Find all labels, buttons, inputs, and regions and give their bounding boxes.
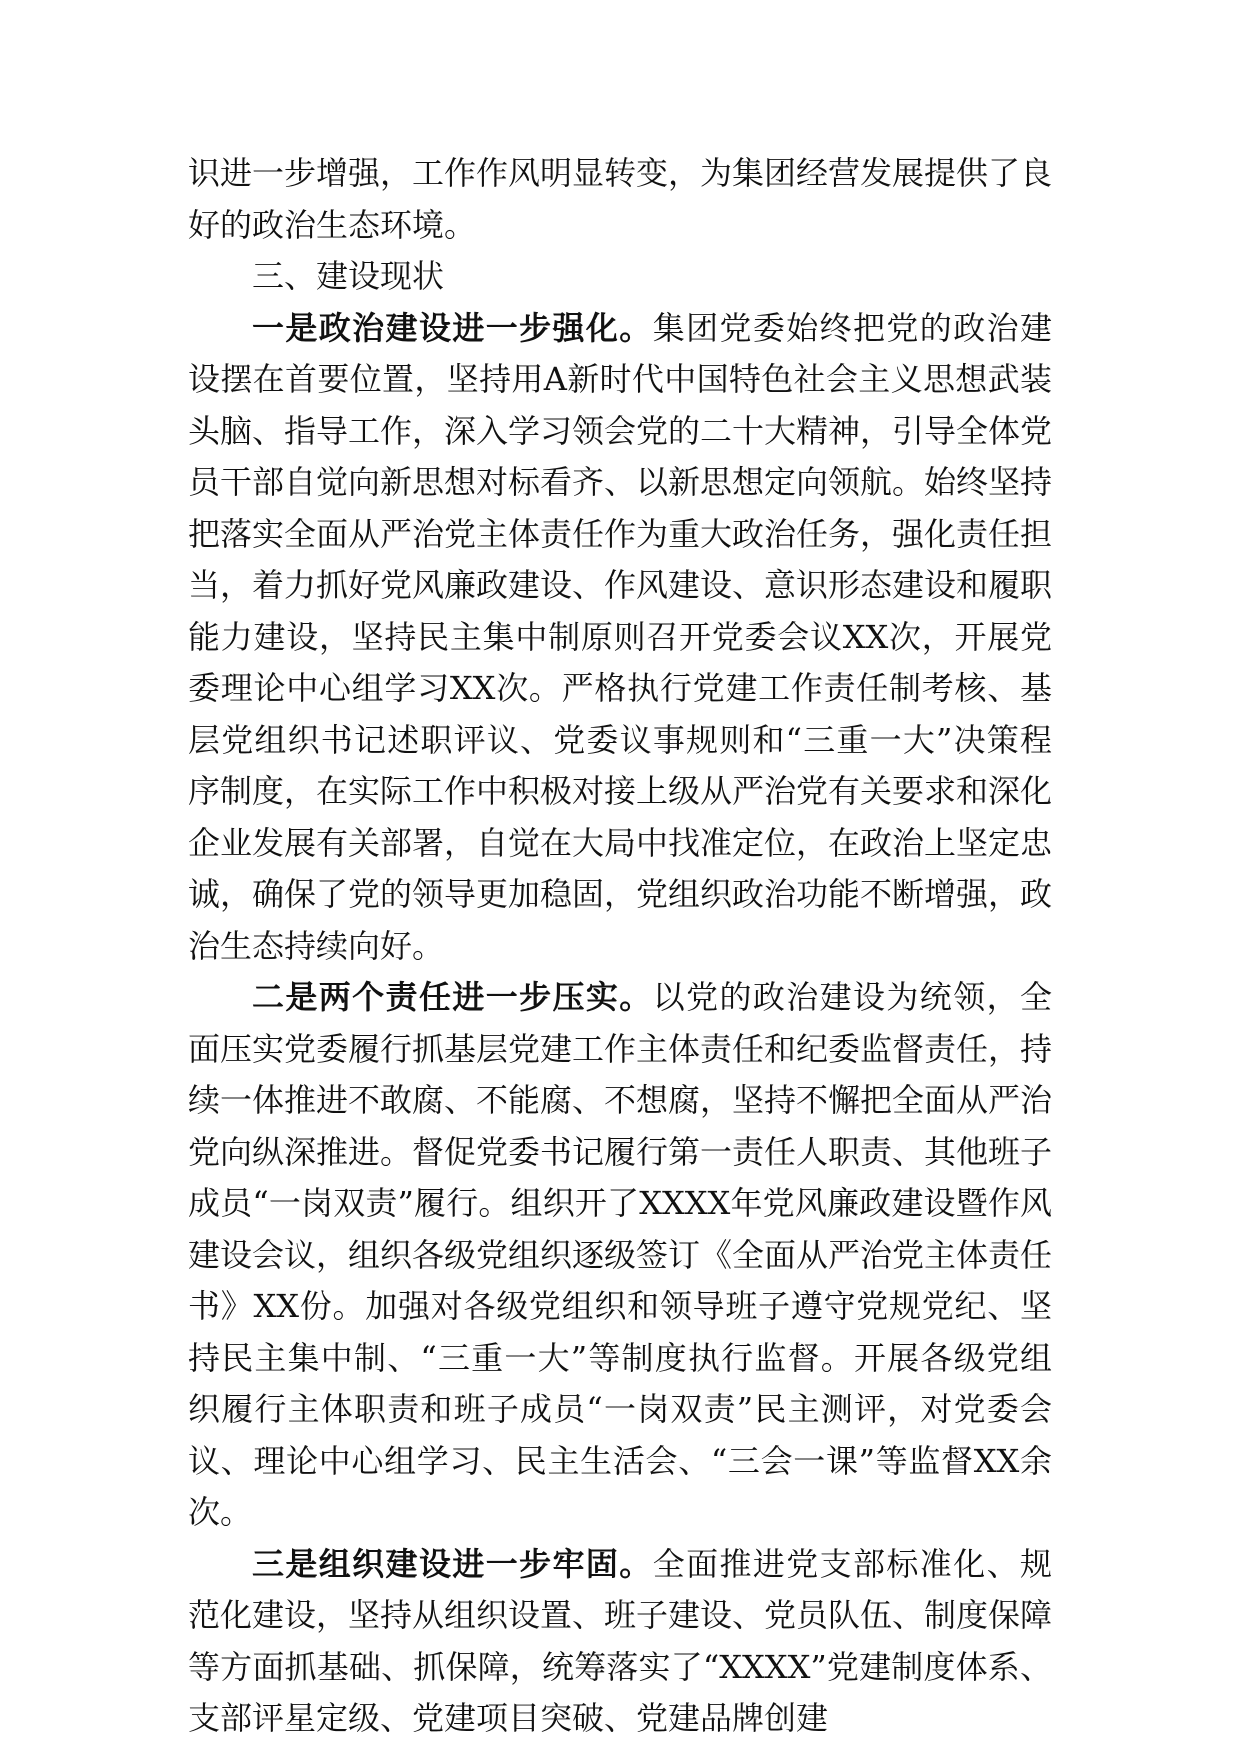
paragraph-body: 以党的政治建设为统领，全面压实党委履行抓基层党建工作主体责任和纪委监督责任，持续一体推进不敢腐、不能腐、不想腐，坚持不懈把全面从严治党向纵深推进。督促党委书记履行第一责任人职责、其他班子成员“一岗双责”履行。组织开了XXXX年党风廉政建设暨作风建设会议，组织各级党组织逐级签订《全面从严治党主体责任书》XX份。加强对各级党组织和领导班子遵守党规党纪、坚持民主集中制、“三重一大”等制度执行监督。开展各级党组织履行主体职责和班子成员“一岗双责”民主测评，对党委会议、理论中心组学习、民主生活会、“三会一课”等监督XX余次。 (188, 978, 1053, 1531)
paragraph-organization-construction (188, 1539, 1052, 1745)
paragraph-lead: 一是政治建设进一步强化。 (252, 308, 653, 347)
paragraph-political-construction (188, 303, 1052, 973)
paragraph-lead: 三是组织建设进一步牢固。 (252, 1544, 653, 1583)
section-heading: 三、建设现状 (252, 257, 445, 295)
paragraph-lead: 二是两个责任进一步压实。 (252, 978, 653, 1016)
paragraph-two-responsibilities (188, 972, 1052, 1539)
paragraph-body: 全面推进党支部标准化、规范化建设，坚持从组织设置、班子建设、党员队伍、制度保障等方面抓基础、抓保障，统筹落实了“XXXX”党建制度体系、支部评星定级、党建项目突破、党建品牌创建 (188, 1544, 1053, 1737)
continuation-paragraph: 识进一步增强，工作作风明显转变，为集团经营发展提供了良好的政治生态环境。 (188, 154, 1053, 244)
document-page (188, 148, 1052, 1745)
paragraph-body: 集团党委始终把党的政治建设摆在首要位置，坚持用A新时代中国特色社会主义思想武装头脑、指导工作，深入学习领会党的二十大精神，引导全体党员干部自觉向新思想对标看齐、以新思想定向领航。始终坚持把落实全面从严治党主体责任作为重大政治任务，强化责任担当，着力抓好党风廉政建设、作风建设、意识形态建设和履职能力建设，坚持民主集中制原则召开党委会议XX次，开展党委理论中心组学习XX次。严格执行党建工作责任制考核、基层党组织书记述职评议、党委议事规则和“三重一大”决策程序制度，在实际工作中积极对接上级从严治党有关要求和深化企业发展有关部署，自觉在大局中找准定位，在政治上坚定忠诚，确保了党的领导更加稳固，党组织政治功能不断增强，政治生态持续向好。 (188, 308, 1053, 965)
